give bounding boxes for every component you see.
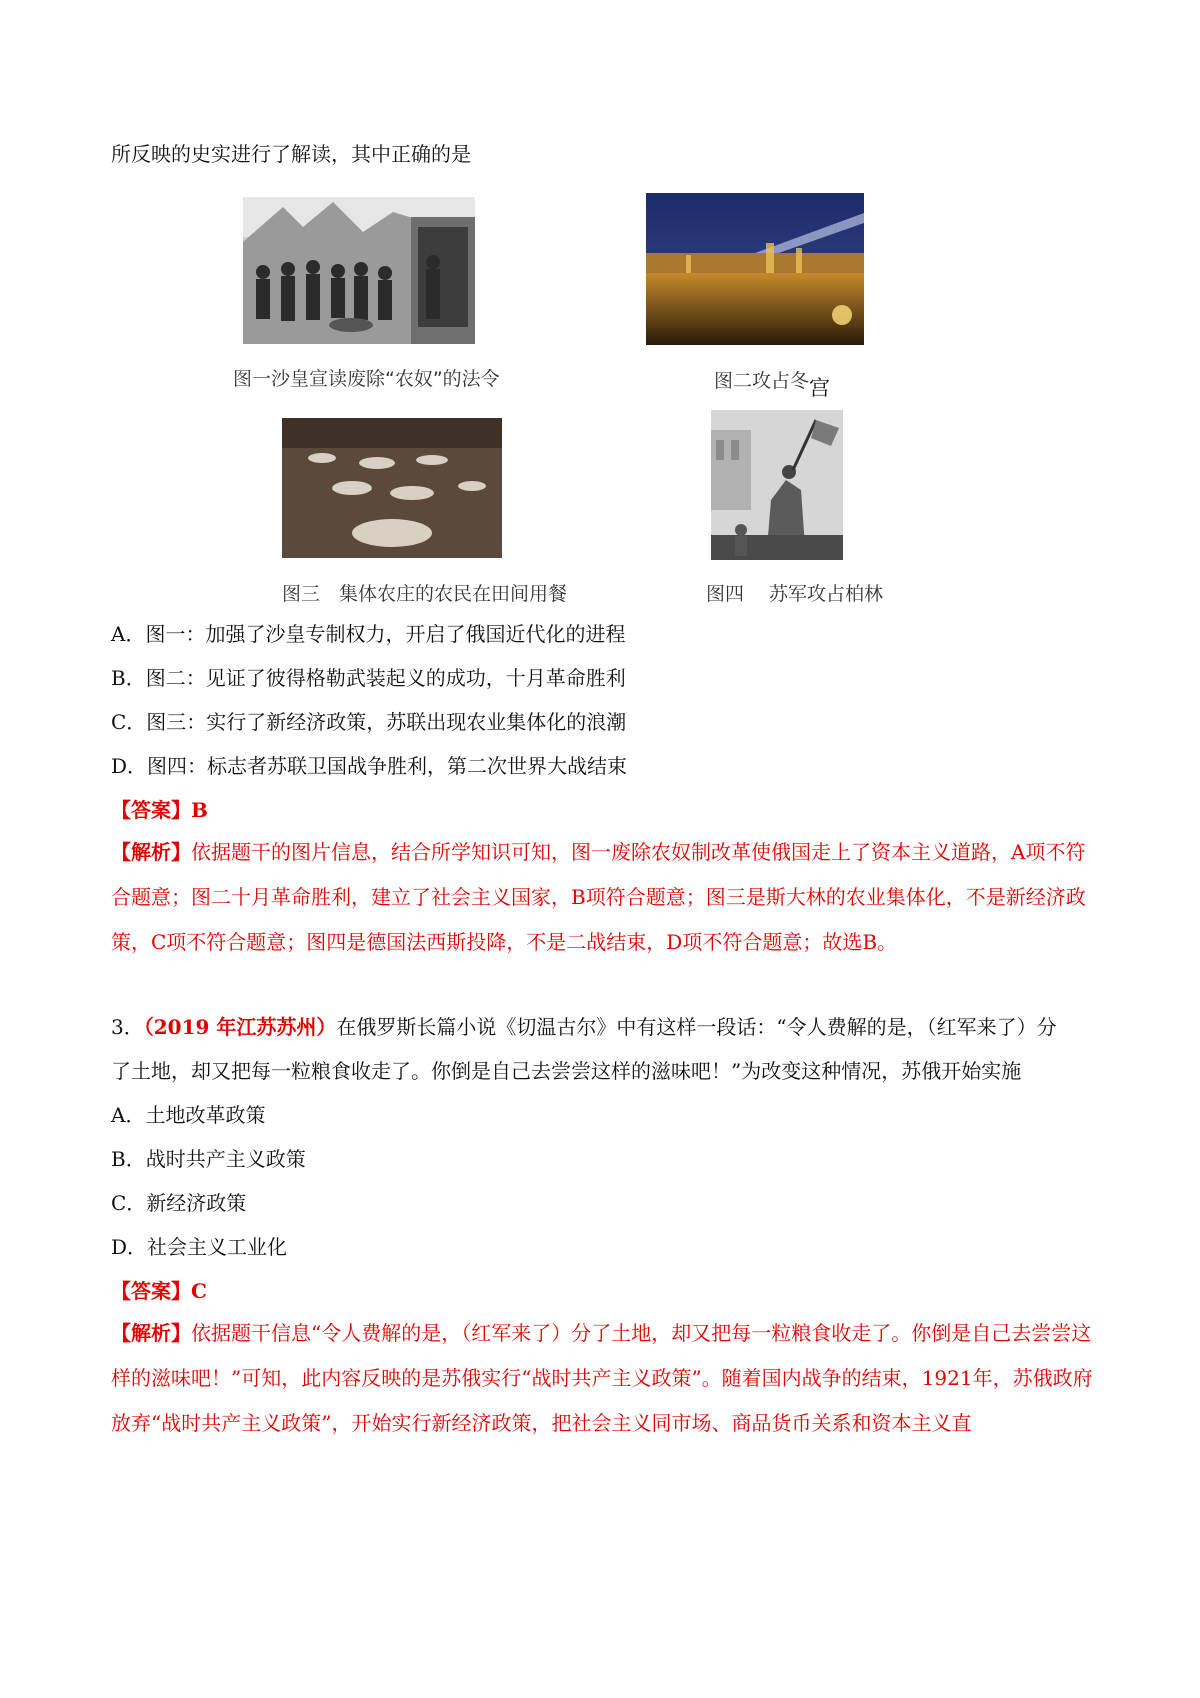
figure-1-image [243, 197, 475, 344]
q3-analysis [111, 1311, 1101, 1446]
q3-option-d: D．社会主义工业化 [111, 1235, 288, 1259]
figure-2-image [646, 193, 864, 345]
q3-analysis-text: 依据题干信息“令人费解的是，（红军来了）分了土地，却又把每一粒粮食收走了。你倒是自己去尝尝这样的滋味吧！”可知，此内容反映的是苏俄实行“战时共产主义政策”。随着国内战争的结束，1921年，苏俄政府放弃“战时共产主义政策”，开始实行新经济政策，把社会主义同市场、商品货币关系和资本主义直 [111, 1321, 1093, 1435]
q2-option-d: D．图四：标志者苏联卫国战争胜利，第二次世界大战结束 [111, 754, 628, 778]
figure-2-caption [714, 364, 831, 400]
q3-option-a: A．土地改革政策 [111, 1103, 266, 1127]
figure-1-caption: 图一沙皇宣读废除“农奴”的法令 [233, 368, 500, 390]
q3-option-c: C．新经济政策 [111, 1191, 247, 1215]
q2-analysis-label: 【解析】 [111, 840, 191, 864]
q3-answer-value: C [191, 1279, 207, 1303]
q3-stem-line-1-text: 在俄罗斯长篇小说《切温古尔》中有这样一段话：“令人费解的是，（红军来了）分 [336, 1015, 1057, 1039]
figure-3-image [282, 418, 502, 558]
figure-3-caption: 图三 集体农庄的农民在田间用餐 [282, 583, 568, 605]
figure-4-caption: 图四 苏军攻占柏林 [706, 583, 884, 605]
q3-source: （2019 年江苏苏州） [143, 1015, 337, 1039]
q3-answer [111, 1277, 207, 1305]
q2-option-c: C．图三：实行了新经济政策，苏联出现农业集体化的浪潮 [111, 710, 627, 734]
q2-option-b: B．图二：见证了彼得格勒武装起义的成功，十月革命胜利 [111, 666, 626, 690]
q2-answer-value: B [191, 798, 208, 822]
figure-2-caption-tail: 宫 [809, 376, 831, 400]
q2-answer-label: 【答案】 [111, 798, 191, 822]
figure-2-caption-main: 图二攻占冬 [714, 370, 810, 392]
q3-option-b: B．战时共产主义政策 [111, 1147, 306, 1171]
q2-analysis-text: 依据题干的图片信息，结合所学知识可知，图一废除农奴制改革使俄国走上了资本主义道路，A项不符合题意；图二十月革命胜利，建立了社会主义国家，B项符合题意；图三是斯大林的农业集体化，不是新经济政策，C项不符合题意；图四是德国法西斯投降，不是二战结束，D项不符合题意；故选B。 [111, 840, 1086, 954]
q3-analysis-label: 【解析】 [111, 1321, 191, 1345]
q3-answer-label: 【答案】 [111, 1279, 191, 1303]
q2-option-a: A．图一：加强了沙皇专制权力，开启了俄国近代化的进程 [111, 622, 626, 646]
q2-analysis [111, 830, 1101, 965]
figure-4-image [711, 410, 843, 560]
q2-answer [111, 796, 208, 824]
question-3-stem-line-1 [111, 1013, 1057, 1041]
question-2-stem: 所反映的史实进行了解读，其中正确的是 [111, 142, 471, 166]
question-3-stem-line-2: 了土地，却又把每一粒粮食收走了。你倒是自己去尝尝这样的滋味吧！”为改变这种情况，苏俄开始实施 [111, 1059, 1022, 1083]
q3-number: 3． [111, 1015, 144, 1039]
